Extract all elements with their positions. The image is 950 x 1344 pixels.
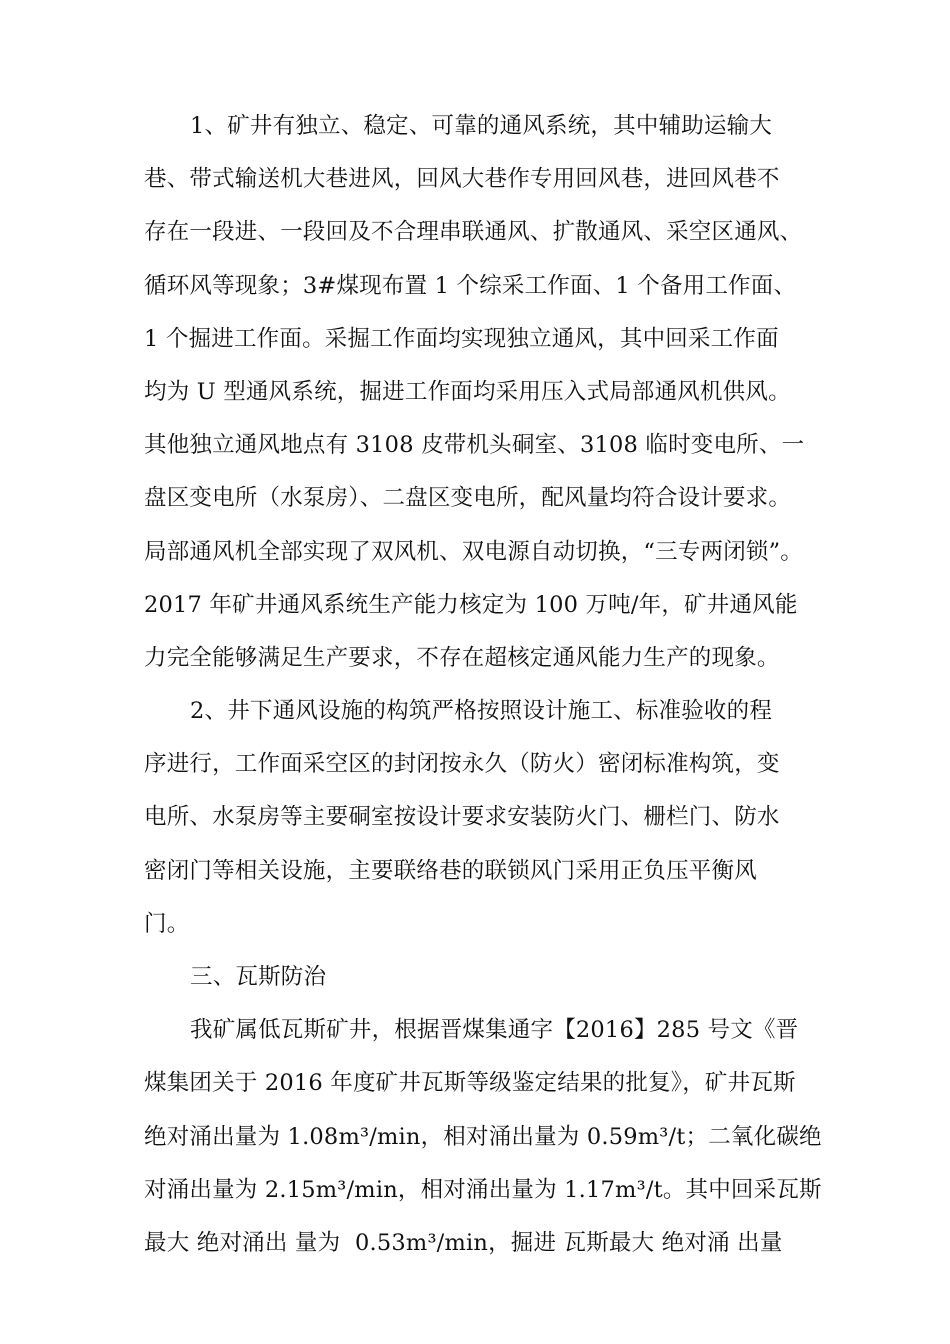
document-body <box>144 100 824 1270</box>
paragraph-1-line-7: 其他独立通风地点有 3108 皮带机头硐室、3108 临时变电所、一 <box>144 432 805 459</box>
paragraph-3-line-5: 最大 绝对涌出 量为 0.53m³/min，掘进 瓦斯最大 绝对涌 出量 <box>144 1229 783 1256</box>
paragraph-1-line-11: 力完全能够满足生产要求，不存在超核定通风能力生产的现象。 <box>144 644 780 671</box>
paragraph-2-line-4: 密闭门等相关设施，主要联络巷的联锁风门采用正负压平衡风 <box>144 857 757 884</box>
section-heading: 三、瓦斯防治 <box>190 964 327 990</box>
paragraph-3-line-2: 煤集团关于 2016 年度矿井瓦斯等级鉴定结果的批复》，矿井瓦斯 <box>144 1070 796 1097</box>
paragraph-1-line-5: 1 个掘进工作面。采掘工作面均实现独立通风，其中回采工作面 <box>144 325 779 352</box>
paragraph-1-line-6: 均为 U 型通风系统，掘进工作面均采用压入式局部通风机供风。 <box>144 378 791 405</box>
paragraph-2-line-2: 序进行，工作面采空区的封闭按永久（防火）密闭标准构筑，变 <box>144 751 780 778</box>
paragraph-2-line-5: 门。 <box>144 910 190 937</box>
paragraph-3-line-3: 绝对涌出量为 1.08m³/min，相对涌出量为 0.59m³/t；二氧化碳绝 <box>144 1123 822 1150</box>
paragraph-1-line-9: 局部通风机全部实现了双风机、双电源自动切换，“三专两闭锁”。 <box>144 538 804 565</box>
paragraph-2-line-1: 2、井下通风设施的构筑严格按照设计施工、标准验收的程 <box>190 698 773 725</box>
paragraph-1-line-2: 巷、带式输送机大巷进风，回风大巷作专用回风巷，进回风巷不 <box>144 166 780 193</box>
paragraph-2-line-3: 电所、水泵房等主要硐室按设计要求安装防火门、栅栏门、防水 <box>144 804 780 831</box>
paragraph-3-line-1: 我矿属低瓦斯矿井，根据晋煤集通字【2016】285 号文《晋 <box>190 1017 799 1044</box>
paragraph-3-line-4: 对涌出量为 2.15m³/min，相对涌出量为 1.17m³/t。其中回采瓦斯 <box>144 1176 822 1203</box>
paragraph-1-line-8: 盘区变电所（水泵房）、二盘区变电所，配风量均符合设计要求。 <box>144 485 792 512</box>
paragraph-1-line-10: 2017 年矿井通风系统生产能力核定为 100 万吨/年，矿井通风能 <box>144 591 798 618</box>
paragraph-1-line-1: 1、矿井有独立、稳定、可靠的通风系统，其中辅助运输大 <box>190 113 773 139</box>
paragraph-1-line-3: 存在一段进、一段回及不合理串联通风、扩散通风、采空区通风、 <box>144 219 803 246</box>
paragraph-1-line-4: 循环风等现象；3#煤现布置 1 个综采工作面、1 个备用工作面、 <box>144 272 797 299</box>
